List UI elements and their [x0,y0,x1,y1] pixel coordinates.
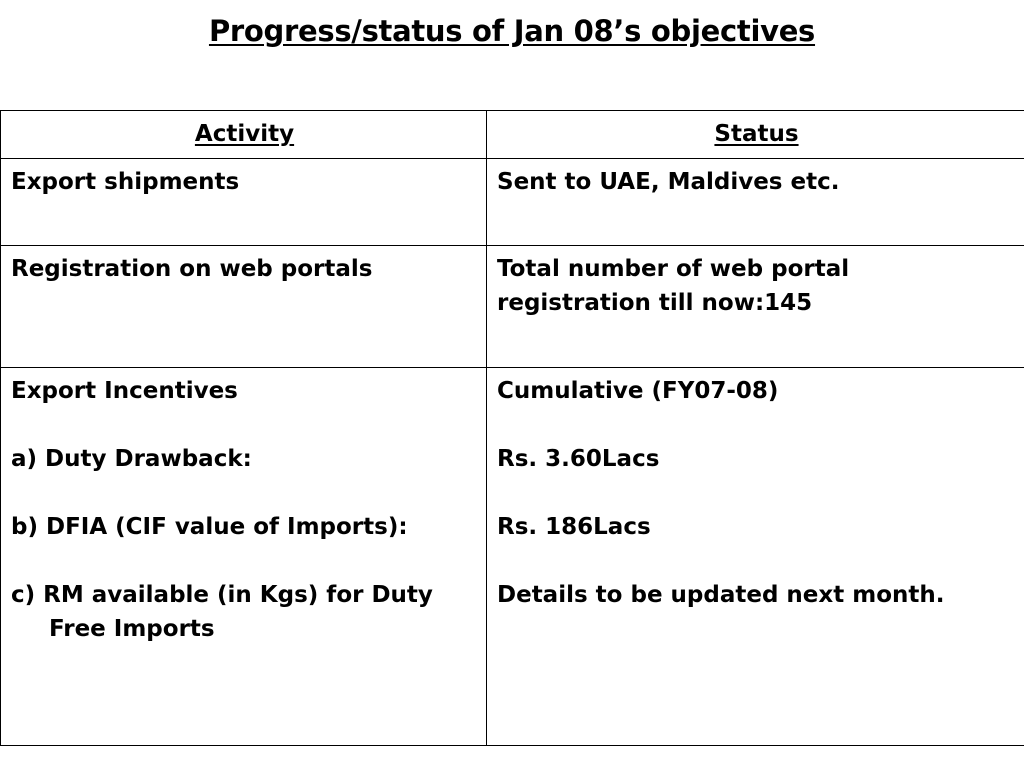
table-header-row [1,111,1024,159]
status-dfia: Rs. 186Lacs [497,514,651,540]
status-cell [487,368,1024,746]
table-row [1,246,1024,368]
activity-duty-drawback: a) Duty Drawback: [11,446,252,472]
activity-export-incentives: Export Incentives [11,378,238,404]
status-cell [487,159,1024,246]
status-table [0,110,1024,746]
status-web-portals-line2: registration till now:145 [497,290,813,316]
activity-web-portals: Registration on web portals [11,256,373,282]
status-cumulative: Cumulative (FY07-08) [497,378,779,404]
status-rm-available: Details to be updated next month. [497,582,945,608]
activity-cell [1,368,487,746]
header-status: Status [487,111,1024,159]
status-duty-drawback: Rs. 3.60Lacs [497,446,660,472]
status-cell [487,246,1024,368]
activity-rm-available: c) RM available (in Kgs) for Duty Free Imports [11,582,433,642]
table-row [1,368,1024,746]
status-web-portals-line1: Total number of web portal [497,256,850,282]
header-activity: Activity [1,111,487,159]
activity-dfia: b) DFIA (CIF value of Imports): [11,514,408,540]
activity-cell [1,159,487,246]
status-export-shipments: Sent to UAE, Maldives etc. [497,169,840,195]
activity-cell [1,246,487,368]
table-row [1,159,1024,246]
slide-title: Progress/status of Jan 08’s objectives [208,14,816,48]
activity-export-shipments: Export shipments [11,169,240,195]
